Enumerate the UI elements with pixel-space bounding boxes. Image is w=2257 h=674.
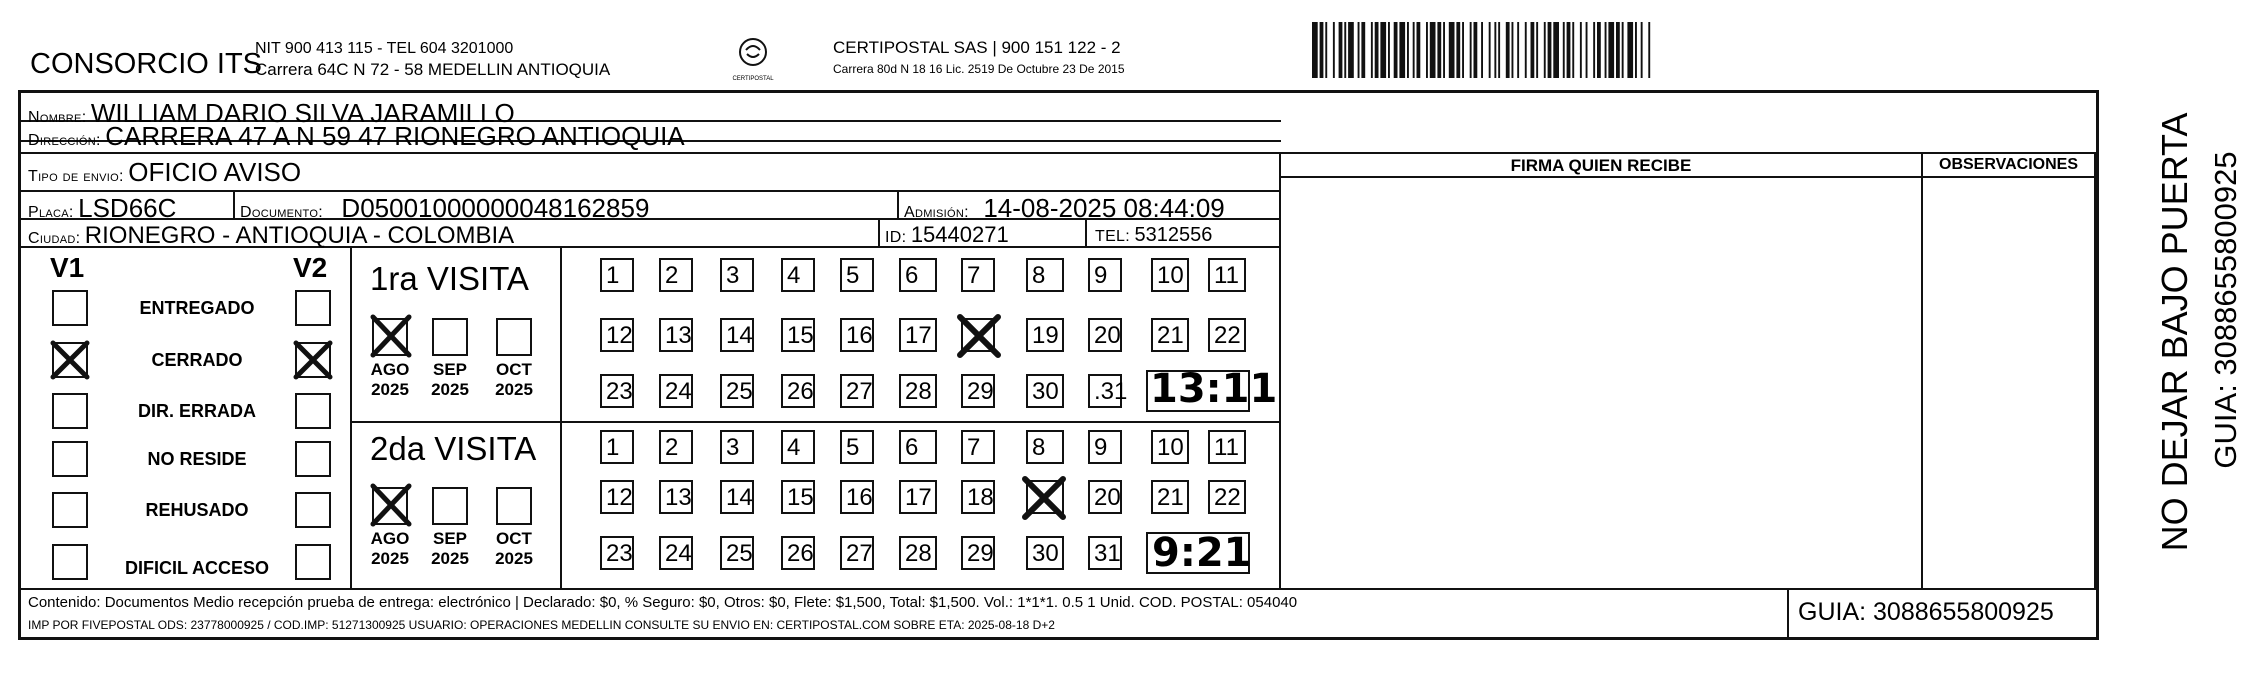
- month-label: OCT 2025: [495, 360, 533, 399]
- day-checkbox[interactable]: 9: [1088, 430, 1122, 464]
- v2-header: V2: [293, 252, 328, 283]
- certipostal-line-1: CERTIPOSTAL SAS | 900 151 122 - 2: [833, 38, 1121, 57]
- day-checkbox[interactable]: 11: [1208, 258, 1246, 292]
- check-x-icon: [370, 483, 412, 532]
- ciudad-value: RIONEGRO - ANTIOQUIA - COLOMBIA: [84, 222, 515, 249]
- month-label: AGO 2025: [370, 529, 410, 568]
- day-checkbox[interactable]: 16: [840, 480, 874, 514]
- day-checkbox[interactable]: 4: [781, 430, 815, 464]
- day-checkbox[interactable]: 18: [961, 480, 995, 514]
- day-checkbox[interactable]: 6: [899, 430, 937, 464]
- day-checkbox[interactable]: [1026, 480, 1064, 514]
- footer-contents: Contenido: Documentos Medio recepción prueba de entrega: electrónico | Declarado: $0, % Seguro: $0, Otros: $0, Flete: $1,500, Total: $1,500. Vol.: 1*1*1. 0.5 1 Unid. COD. POSTAL: 054040: [28, 594, 1298, 611]
- barcode: [1312, 22, 1970, 78]
- v2-checkbox[interactable]: [295, 492, 331, 528]
- day-checkbox[interactable]: 3: [720, 430, 754, 464]
- v1-checkbox[interactable]: [52, 342, 88, 378]
- visit1-title: 1ra VISITA: [370, 260, 529, 297]
- month-label: AGO 2025: [370, 360, 410, 399]
- day-checkbox[interactable]: 27: [840, 536, 874, 570]
- v1-checkbox[interactable]: [52, 290, 88, 326]
- day-checkbox[interactable]: 17: [899, 480, 937, 514]
- day-checkbox[interactable]: 30: [1026, 536, 1064, 570]
- day-checkbox[interactable]: 24: [659, 374, 693, 408]
- tipo-envio-value: OFICIO AVISO: [128, 157, 302, 187]
- day-checkbox[interactable]: 7: [961, 258, 995, 292]
- visit1-time: 13:11: [1150, 366, 1278, 412]
- day-checkbox[interactable]: 29: [961, 374, 995, 408]
- firma-header: FIRMA QUIEN RECIBE: [1510, 156, 1692, 175]
- day-checkbox[interactable]: 27: [840, 374, 874, 408]
- v2-checkbox[interactable]: [295, 441, 331, 477]
- day-checkbox[interactable]: 15: [781, 318, 815, 352]
- status-label: ENTREGADO: [139, 298, 255, 318]
- day-checkbox[interactable]: 8: [1026, 430, 1064, 464]
- day-checkbox[interactable]: 26: [781, 374, 815, 408]
- v1-header: V1: [50, 252, 85, 283]
- nombre-value: WILLIAM DARIO SILVA JARAMILLO: [90, 98, 515, 128]
- tel-label: TEL:: [1095, 228, 1130, 245]
- month-checkbox[interactable]: [432, 487, 468, 525]
- day-checkbox[interactable]: 13: [659, 480, 693, 514]
- day-checkbox[interactable]: 25: [720, 374, 754, 408]
- visit2-title: 2da VISITA: [370, 430, 537, 467]
- placa-value: LSD66C: [78, 193, 177, 223]
- direccion-label: Dirección:: [28, 132, 101, 149]
- v1-checkbox[interactable]: [52, 544, 88, 580]
- day-checkbox[interactable]: 1: [600, 430, 634, 464]
- day-checkbox[interactable]: 10: [1151, 258, 1189, 292]
- month-label: SEP 2025: [431, 360, 469, 399]
- day-checkbox[interactable]: 16: [840, 318, 874, 352]
- v2-checkbox[interactable]: [295, 393, 331, 429]
- admision-label: Admisión:: [904, 204, 969, 221]
- id-value: 15440271: [910, 222, 1009, 247]
- nombre-label: Nombre:: [28, 109, 87, 126]
- v1-checkbox[interactable]: [52, 492, 88, 528]
- month-checkbox[interactable]: [372, 487, 408, 525]
- side-guia: GUIA: 3088655800925: [2208, 151, 2243, 469]
- day-checkbox[interactable]: 28: [899, 536, 937, 570]
- direccion-value: CARRERA 47 A N 59 47 RIONEGRO ANTIOQUIA: [105, 121, 685, 151]
- day-checkbox[interactable]: .31: [1088, 374, 1122, 408]
- company-line-2: Carrera 64C N 72 - 58 MEDELLIN ANTIOQUIA: [255, 60, 611, 79]
- day-checkbox[interactable]: 13: [659, 318, 693, 352]
- logo-text: CERTIPOSTAL: [732, 76, 774, 82]
- placa-label: Placa:: [28, 204, 74, 221]
- company-name: CONSORCIO ITS: [30, 48, 263, 80]
- footer-guia: GUIA: 3088655800925: [1798, 598, 2054, 626]
- day-checkbox[interactable]: 22: [1208, 480, 1246, 514]
- v2-checkbox[interactable]: [295, 290, 331, 326]
- month-label: OCT 2025: [495, 529, 533, 568]
- certipostal-logo: [730, 36, 776, 88]
- day-checkbox[interactable]: 12: [600, 318, 634, 352]
- month-checkbox[interactable]: [372, 318, 408, 356]
- day-checkbox[interactable]: 17: [899, 318, 937, 352]
- check-x-icon: [370, 314, 412, 363]
- v1-checkbox[interactable]: [52, 393, 88, 429]
- day-checkbox[interactable]: 5: [840, 258, 874, 292]
- v2-checkbox[interactable]: [295, 342, 331, 378]
- observaciones-header: OBSERVACIONES: [1939, 156, 2078, 173]
- day-checkbox[interactable]: 21: [1151, 318, 1189, 352]
- no-dejar-bajo-puerta: NO DEJAR BAJO PUERTA: [2154, 112, 2195, 552]
- status-label: DIR. ERRADA: [137, 401, 256, 421]
- status-label: NO RESIDE: [147, 449, 247, 469]
- month-checkbox[interactable]: [432, 318, 468, 356]
- barcode-icon: [1312, 22, 1970, 78]
- day-checkbox[interactable]: 26: [781, 536, 815, 570]
- day-checkbox[interactable]: 2: [659, 430, 693, 464]
- month-checkbox[interactable]: [496, 318, 532, 356]
- day-checkbox[interactable]: 1: [600, 258, 634, 292]
- v1-checkbox[interactable]: [52, 441, 88, 477]
- day-checkbox[interactable]: 21: [1151, 480, 1189, 514]
- day-checkbox[interactable]: 29: [961, 536, 995, 570]
- day-checkbox[interactable]: 20: [1088, 480, 1122, 514]
- day-checkbox[interactable]: 14: [720, 318, 754, 352]
- id-label: ID:: [885, 229, 907, 246]
- day-checkbox[interactable]: 14: [720, 480, 754, 514]
- logo-icon: [733, 36, 773, 70]
- signature-field[interactable]: [1283, 180, 1919, 586]
- admision-value: 14-08-2025 08:44:09: [983, 193, 1225, 223]
- day-checkbox[interactable]: 10: [1151, 430, 1189, 464]
- day-checkbox[interactable]: 4: [781, 258, 815, 292]
- v2-checkbox[interactable]: [295, 544, 331, 580]
- month-checkbox[interactable]: [496, 487, 532, 525]
- day-checkbox[interactable]: 3: [720, 258, 754, 292]
- day-checkbox[interactable]: 30: [1026, 374, 1064, 408]
- documento-value: D05001000000048162859: [341, 193, 650, 223]
- day-checkbox[interactable]: 2: [659, 258, 693, 292]
- tel-value: 5312556: [1134, 224, 1213, 246]
- day-checkbox[interactable]: 8: [1026, 258, 1064, 292]
- day-checkbox[interactable]: 15: [781, 480, 815, 514]
- observations-field[interactable]: [1925, 180, 2092, 586]
- visit2-time: 9:21: [1152, 530, 1252, 576]
- day-checkbox[interactable]: 7: [961, 430, 995, 464]
- certipostal-line-2: Carrera 80d N 18 16 Lic. 2519 De Octubre 23 De 2015: [833, 62, 1125, 76]
- day-checkbox[interactable]: 31: [1088, 536, 1122, 570]
- day-checkbox[interactable]: 12: [600, 480, 634, 514]
- company-line-1: NIT 900 413 115 - TEL 604 3201000: [255, 40, 514, 57]
- footer-print-info: IMP POR FIVEPOSTAL ODS: 23778000925 / COD.IMP: 51271300925 USUARIO: OPERACIONES MEDELLIN CONSULTE SU ENVIO EN: CERTIPOSTAL.COM SOBRE ETA: 2025-08-18 D+2: [28, 618, 1055, 632]
- status-label: CERRADO: [151, 350, 243, 370]
- ciudad-label: Ciudad:: [28, 230, 81, 247]
- day-checkbox[interactable]: 19: [1026, 318, 1064, 352]
- day-checkbox[interactable]: 23: [600, 374, 634, 408]
- day-checkbox[interactable]: 5: [840, 430, 874, 464]
- status-label: DIFICIL ACCESO: [124, 558, 269, 578]
- day-checkbox[interactable]: 9: [1088, 258, 1122, 292]
- status-label: REHUSADO: [145, 500, 249, 520]
- day-checkbox[interactable]: 28: [899, 374, 937, 408]
- day-checkbox[interactable]: 22: [1208, 318, 1246, 352]
- tipo-envio-label: Tipo de envio:: [28, 168, 124, 185]
- documento-label: Documento:: [240, 204, 323, 221]
- day-checkbox[interactable]: 6: [899, 258, 937, 292]
- day-checkbox[interactable]: 23: [600, 536, 634, 570]
- day-checkbox[interactable]: 24: [659, 536, 693, 570]
- month-label: SEP 2025: [431, 529, 469, 568]
- day-checkbox[interactable]: 25: [720, 536, 754, 570]
- day-checkbox[interactable]: 11: [1208, 430, 1246, 464]
- day-checkbox[interactable]: [961, 318, 995, 352]
- day-checkbox[interactable]: 20: [1088, 318, 1122, 352]
